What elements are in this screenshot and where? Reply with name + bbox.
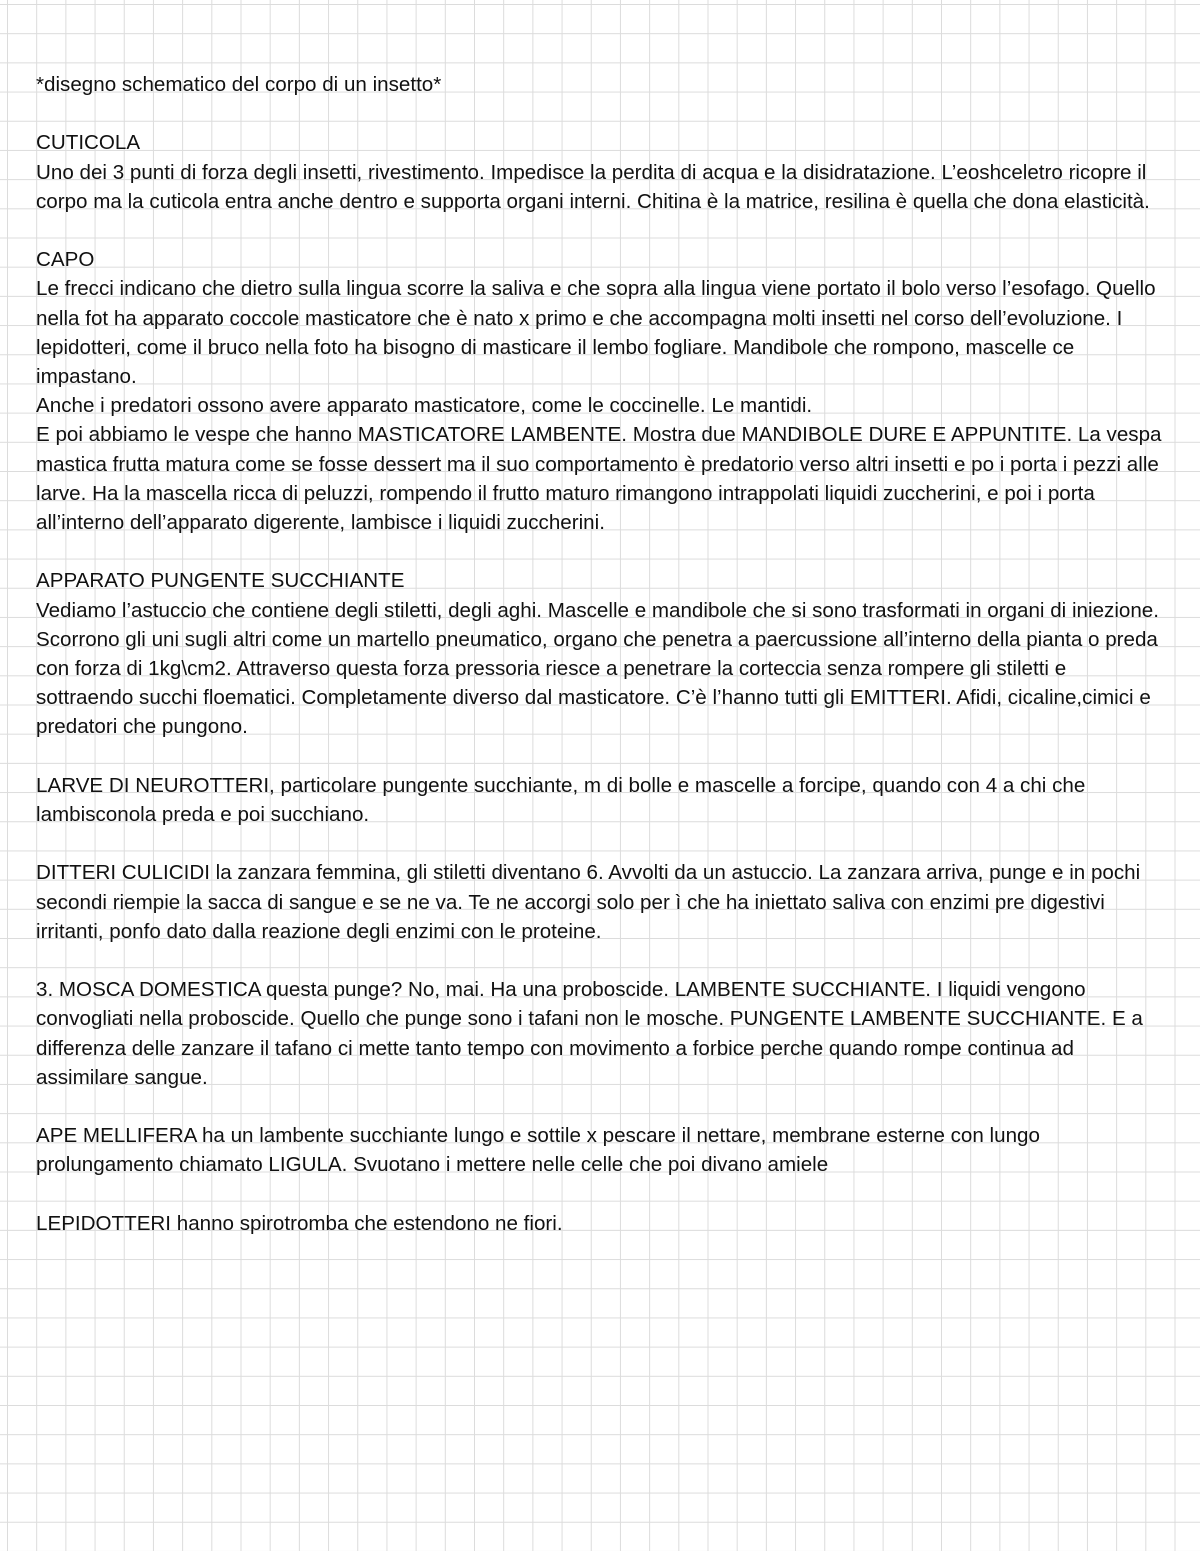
paragraph: DITTERI CULICIDI la zanzara femmina, gli stiletti diventano 6. Avvolti da un astuccio. La zanzara arriva, punge e in pochi secondi riempie la sacca di sangue e se ne va. Te ne accorgi solo per ì che ha iniettato saliva con enzimi pre digestivi irritanti, ponfo dato dalla reazione degli enzimi con le proteine.: [36, 861, 1141, 943]
section-capo: [36, 245, 1164, 537]
section-lepidotteri: [36, 1209, 1164, 1238]
paragraph: APE MELLIFERA ha un lambente succhiante lungo e sottile x pescare il nettare, membrane esterne con lungo prolungamento chiamato LIGULA. Svuotano i mettere nelle celle che poi divano amiele: [36, 1124, 1040, 1177]
section-cuticola: [36, 128, 1164, 216]
paragraph: Le frecci indicano che dietro sulla lingua scorre la saliva e che sopra alla lingua viene portato il bolo verso l’esofago. Quello nella fot ha apparato coccole masticatore che è nato x primo e che accompagna molti insetti nel corso dell’evoluzione. I lepidotteri, come il bruco nella foto ha bisogno di masticare il lembo fogliare. Mandibole che rompono, mascelle ce impastano.: [36, 277, 1156, 388]
section-apparato-pungente-succhiante: [36, 566, 1164, 741]
section-ape-mellifera: [36, 1121, 1164, 1179]
paragraph: Vediamo l’astuccio che contiene degli stiletti, degli aghi. Mascelle e mandibole che si sono trasformati in organi di iniezione. Scorrono gli uni sugli altri come un martello pneumatico, organo che penetra a paercussione all’interno della pianta o preda con forza di 1kg\cm2. Attraverso questa forza pressoria riesce a penetrare la corteccia senza rompere gli stiletti e sottraendo succhi floematici. Completamente diverso dal masticatore. C’è l’hanno tutti gli EMITTERI. Afidi, cicaline,cimici e predatori che pungono.: [36, 598, 1159, 739]
section-mosca-domestica: [36, 975, 1164, 1092]
paragraph: E poi abbiamo le vespe che hanno MASTICATORE LAMBENTE. Mostra due MANDIBOLE DURE E APPUNTITE. La vespa mastica frutta matura come se fosse dessert ma il suo comportamento è predatorio verso altri insetti e po i porta i pezzi alle larve. Ha la mascella ricca di peluzzi, rompendo il frutto maturo rimangono intrappolati liquidi zuccherini, e poi i porta all’interno dell’apparato digerente, lambisce i liquidi zuccherini.: [36, 423, 1162, 535]
section-heading: CAPO: [36, 248, 95, 272]
section-heading: APPARATO PUNGENTE SUCCHIANTE: [36, 569, 405, 593]
paragraph: Uno dei 3 punti di forza degli insetti, rivestimento. Impedisce la perdita di acqua e la disidratazione. L’eoshceletro ricopre il corpo ma la cuticola entra anche dentro e supporta organi interni. Chitina è la matrice, resilina è quella che dona elasticità.: [36, 160, 1150, 213]
document-title: *disegno schematico del corpo di un insetto*: [36, 73, 442, 96]
section-ditteri-culicidi: [36, 858, 1164, 946]
section-larve-neurotteri: [36, 771, 1164, 829]
document-page: [36, 70, 1164, 1267]
paragraph: LEPIDOTTERI hanno spirotromba che estendono ne fiori.: [36, 1211, 563, 1235]
section-heading: CUTICOLA: [36, 131, 141, 155]
paragraph: 3. MOSCA DOMESTICA questa punge? No, mai. Ha una proboscide. LAMBENTE SUCCHIANTE. I liquidi vengono convogliati nella proboscide. Quello che punge sono i tafani non le mosche. PUNGENTE LAMBENTE SUCCHIANTE. E a differenza delle zanzare il tafano ci mette tanto tempo con movimento a forbice perche quando rompe continua ad assimilare sangue.: [36, 978, 1143, 1089]
paragraph: LARVE DI NEUROTTERI, particolare pungente succhiante, m di bolle e mascelle a forcipe, quando con 4 a chi che lambisconola preda e poi succhiano.: [36, 773, 1086, 827]
paragraph: Anche i predatori ossono avere apparato masticatore, come le coccinelle. Le mantidi.: [36, 394, 813, 418]
